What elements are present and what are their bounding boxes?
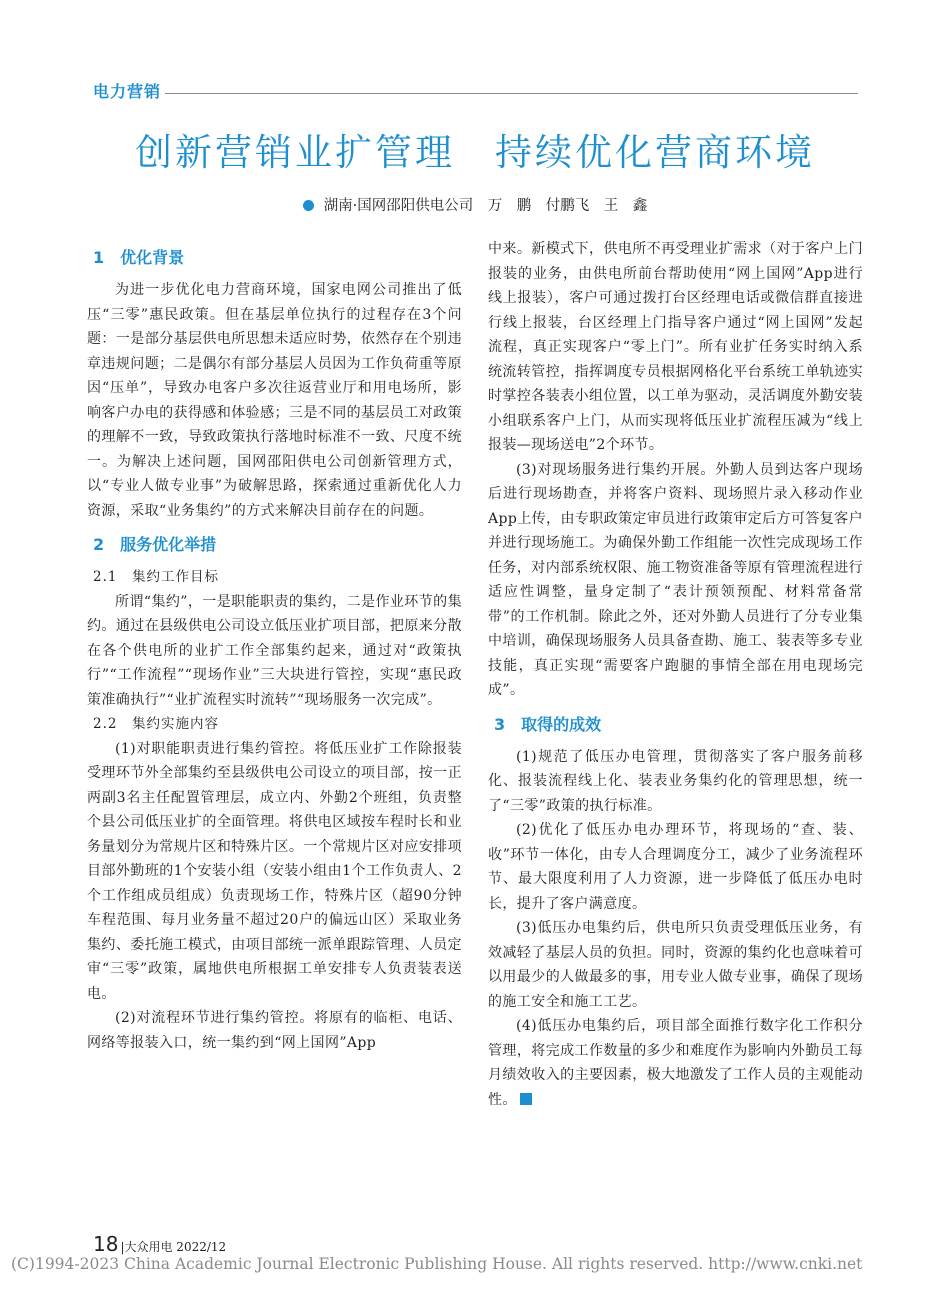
subheading-goal: 2.1 集约工作目标 — [93, 569, 219, 585]
copyright-watermark: (C)1994-2023 China Academic Journal Electronic Publishing House. All rights reserved. http://www.cnki.net — [11, 1255, 863, 1273]
left-column — [87, 237, 462, 1055]
running-header — [93, 82, 858, 104]
journal-info: |大众用电 2022/12 — [120, 1240, 227, 1254]
paragraph: (1)规范了低压办电管理，贯彻落实了客户服务前移化、报装流程线上化、装表业务集约化的管理思想，统一了“三零”政策的执行标准。 — [488, 748, 863, 814]
paragraph: (2)优化了低压办电办理环节，将现场的“查、装、收”环节一体化，由专人合理调度分工，减少了业务流程环节、最大限度利用了人力资源，进一步降低了低压办电时长，提升了客户满意度。 — [488, 822, 863, 912]
paragraph: (1)对职能职责进行集约管控。将低压业扩工作除报装受理环节外全部集约至县级供电公司设立的项目部，按一正两副3名主任配置管理层，成立内、外勤2个班组，负责整个县公司低压业扩的全面管理。将供电区域按车程时长和业务量划分为常规片区和特殊片区。一个常规片区对应安排项目部外勤班的1个安装小组（安装小组由1个工作负责人、2个工作组成员组成）负责现场工作，特殊片区（超90分钟车程范围、每月业务量不超过20户的偏远山区）采取业务集约、委托施工模式，由项目部统一派单跟踪管理、人员定审“三零”政策，属地供电所根据工单安排专人负责装表送电。 — [87, 740, 462, 1002]
page-number: 18 — [93, 1232, 119, 1256]
end-mark-icon — [520, 1093, 532, 1105]
heading-results: 3 取得的成效 — [494, 714, 602, 734]
author-names: 湖南·国网邵阳供电公司 万 鹏 付鹏飞 王 鑫 — [323, 198, 648, 214]
paragraph: 为进一步优化电力营商环境，国家电网公司推出了低压“三零”惠民政策。但在基层单位执行的过程存在3个问题：一是部分基层供电所思想未适应时势，依然存在个别违章违规问题；二是偶尔有部分基层人员因为工作负荷重等原因“压单”，导致办电客户多次往返营业厅和用电场所，影响客户办电的获得感和体验感；三是不同的基层员工对政策的理解不一致，导致政策执行落地时标准不一致、尺度不统一。为解决上述问题，国网邵阳供电公司创新管理方式，以“专业人做专业事”为破解思路，探索通过重新优化人力资源，采取“业务集约”的方式来解决目前存在的问题。 — [87, 282, 462, 519]
paragraph: (2)对流程环节进行集约管控。将原有的临柜、电话、网络等报装入口，统一集约到“网上国网”App — [87, 1010, 462, 1051]
heading-background: 1 优化背景 — [93, 248, 185, 267]
right-column — [488, 237, 863, 1112]
paragraph: (3)低压办电集约后，供电所只负责受理低压业务，有效减轻了基层人员的负担。同时，资源的集约化也意味着可以用最少的人做最多的事，用专业人做专业事，确保了现场的施工安全和施工工艺。 — [488, 920, 863, 1010]
paragraph: 所谓“集约”，一是职能职责的集约，二是作业环节的集约。通过在县级供电公司设立低压业扩项目部，把原来分散在各个供电所的业扩工作全部集约起来，通过对“政策执行”“工作流程”“现场作业”三大块进行管控，实现“惠民政策准确执行”“业扩流程实时流转”“现场服务一次完成”。 — [87, 593, 462, 708]
paragraph-last — [488, 1014, 863, 1112]
section-tag: 电力营销 — [93, 82, 162, 101]
paragraph: 中来。新模式下，供电所不再受理业扩需求（对于客户上门报装的业务，由供电所前台帮助使用“网上国网”App进行线上报装），客户可通过拨打台区经理电话或微信群直接进行线上报装，台区经理上门指导客户通过“网上国网”发起流程，真正实现客户“零上门”。所有业扩任务实时纳入系统流转管控，指挥调度专员根据网格化平台系统工单轨迹实时掌控各装表小组位置，以工单为驱动，灵活调度外勤安装小组联系客户上门，从而实现将低压业扩流程压减为“线上报装—现场送电”2个环节。 — [488, 241, 863, 453]
paragraph: (3)对现场服务进行集约开展。外勤人员到达客户现场后进行现场勘查，并将客户资料、现场照片录入移动作业App上传，由专职政策定审员进行政策审定后方可答复客户并进行现场施工。为确保外勤工作组能一次性完成现场工作任务，对内部系统权限、施工物资准备等原有管理流程进行适应性调整，量身定制了“表计预领预配、材料常备常带”的工作机制。除此之外，还对外勤人员进行了分专业集中培训，确保现场服务人员具备查勘、施工、装表等多专业技能，真正实现“需要客户跑腿的事情全部在用电现场完成”。 — [488, 461, 863, 698]
bullet-dot-icon — [303, 200, 314, 211]
author-line — [0, 196, 950, 216]
article-title: 创新营销业扩管理 持续优化营商环境 — [135, 131, 815, 174]
subheading-content: 2.2 集约实施内容 — [93, 716, 219, 732]
header-rule — [165, 93, 858, 94]
heading-measures: 2 服务优化举措 — [93, 535, 217, 554]
paragraph-text: (4)低压办电集约后，项目部全面推行数字化工作积分管理，将完成工作数量的多少和难度作为影响内外勤员工每月绩效收入的主要因素，极大地激发了工作人员的主观能动性。 — [488, 1018, 863, 1108]
